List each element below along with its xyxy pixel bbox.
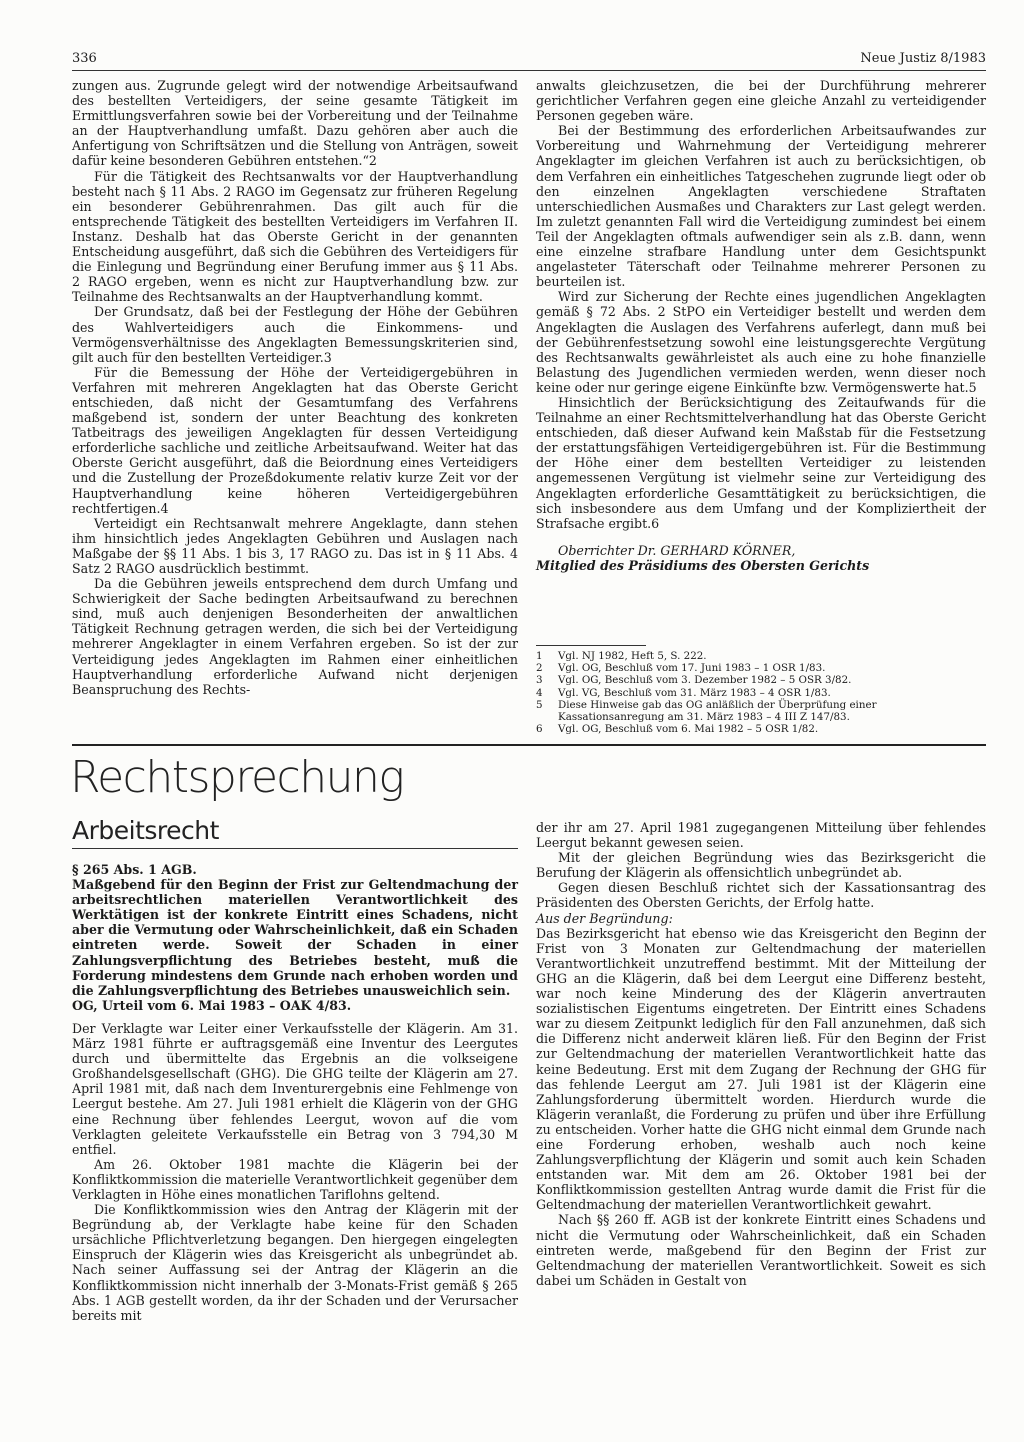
paragraph: Mit der gleichen Begründung wies das Bezirksgericht die Berufung der Klägerin als offensichtlich unbegründet ab. [536, 850, 986, 881]
page-number: 336 [72, 51, 97, 66]
footnotes [536, 650, 986, 735]
footnote: 5 Diese Hinweise gab das OG anläßlich der Überprüfung einer Kassationsanregung am 31. März 1983 – 4 III Z 147/83. [536, 698, 877, 724]
column-3 [72, 862, 518, 1323]
paragraph: Da die Gebühren jeweils entsprechend dem durch Umfang und Schwierigkeit der Sache bedingten Arbeitsaufwand zu berechnen sind, muß auch denjenigen Besonderheiten der anwaltlichen Tätigkeit Rechnung getragen werden, die sich bei der Verteidigung mehrerer Angeklagter in einem Verfahren ergeben. So ist der zur Verteidigung jedes Angeklagten im Rahmen einer einheitlichen Hauptverhandlung erforderliche Aufwand nicht derjenigen Beanspruchung des Rechts- [72, 576, 518, 697]
section-title: Rechtsprechung [70, 752, 404, 803]
paragraph: Der Verklagte war Leiter einer Verkaufsstelle der Klägerin. Am 31. März 1981 führte er auftragsgemäß eine Inventur des Leergutes durch und übermittelte das Ergebnis an die volkseigene Großhandelsgesellschaft (GHG). Die GHG teilte der Klägerin am 27. April 1981 mit, daß nach dem Inventurergebnis eine Fehlmenge von Leergut bestehe. Am 27. Juli 1981 erhielt die Klägerin von der GHG eine Rechnung über fehlendes Leergut, wovon auf die vom Verklagten geleitete Verkaufsstelle ein Betrag von 3 794,30 M entfiel. [72, 1020, 518, 1157]
subsection-rule [72, 848, 518, 849]
paragraph: Bei der Bestimmung des erforderlichen Arbeitsaufwandes zur Vorbereitung und Wahrnehmung der Verteidigung mehrerer Angeklagter im gleichen Verfahren ist auch zu berücksichtigen, ob dem Verfahren ein einheitliches Tatgeschehen zugrunde liegt oder ob den einzelnen Angeklagten verschiedene Straftaten unterschiedlichen Ausmaßes und Charakters zur Last gelegt werden. Im zuletzt genannten Fall wird die Verteidigung zumindest bei einem Teil der Angeklagten oftmals aufwendiger sein als z.B. dann, wenn eine einzelne strafbare Handlung unter dem Gesichtspunkt angelasteter Täterschaft oder Teilnahme mehrerer Personen zu beurteilen ist. [536, 123, 986, 290]
footnote-rule [536, 645, 646, 646]
footnote: 6 Vgl. OG, Beschluß vom 6. Mai 1982 – 5 OSR 1/82. [536, 723, 819, 736]
paragraph: Für die Tätigkeit des Rechtsanwalts vor der Hauptverhandlung besteht nach § 11 Abs. 2 RAGO im Gegensatz zur früheren Regelung ein besonderer Gebührenrahmen. Das gilt auch für die entsprechende Tätigkeit des bestellten Verteidigers im Verfahren II. Instanz. Deshalb hat das Oberste Gericht in der genannten Entscheidung ausgeführt, daß sich die Gebühren des Verteidigers für die Einlegung und Begründung einer Berufung immer aus § 11 Abs. 2 RAGO ergeben, wenn es nicht zur Hauptverhandlung bzw. zur Teilnahme des Rechtsanwalts an der Hauptverhandlung kommt. [72, 168, 518, 305]
author-signature [536, 543, 986, 573]
footnote: 1 Vgl. NJ 1982, Heft 5, S. 222. [536, 650, 707, 662]
paragraph: anwalts gleichzusetzen, die bei der Durchführung mehrerer gerichtlicher Verfahren gegen eine gleiche Anzahl zu verteidigender Personen gegeben wäre. [536, 78, 986, 124]
paragraph: zungen aus. Zugrunde gelegt wird der notwendige Arbeitsaufwand des bestellten Verteidigers, der seine gesamte Tätigkeit im Ermittlungsverfahren sowie bei der Vorbereitung und der Teilnahme an der Hauptverhandlung umfaßt. Dazu gehören aber auch die Anfertigung von Schriftsätzen und die Stellung von Anträgen, soweit dafür keine besonderen Gebühren entstehen.“2 [72, 78, 518, 169]
paragraph: Hinsichtlich der Berücksichtigung des Zeitaufwands für die Teilnahme an einer Rechtsmittelverhandlung hat das Oberste Gericht entschieden, daß dieser Aufwand kein Maßstab für die Festsetzung der erstattungsfähigen Verteidigergebühren ist. Für die Bestimmung der Höhe einer dem bestellten Verteidiger zu leistenden angemessenen Vergütung ist vielmehr seine zur Verteidigung des Angeklagten erforderliche Gesamttätigkeit zu berücksichtigen, die sich insbesondere aus dem Umfang und der Kompliziertheit der Strafsache ergibt.6 [536, 394, 986, 531]
paragraph: Am 26. Oktober 1981 machte die Klägerin bei der Konfliktkommission die materielle Verantwortlichkeit gegenüber dem Verklagten in Höhe eines monatlichen Tariflohns geltend. [72, 1156, 518, 1202]
paragraph: Wird zur Sicherung der Rechte eines jugendlichen Angeklagten gemäß § 72 Abs. 2 StPO ein Verteidiger bestellt und werden dem Angeklagten die Auslagen des Verfahrens auferlegt, dann muß bei der Gebührenfestsetzung sowohl eine leistungsgerechte Vergütung des Rechtsanwalts gewährleistet als auch eine zu hohe finanzielle Belastung des Jugendlichen vermieden werden, wenn dieser noch keine oder nur geringe eigene Einkünfte bzw. Vermögenswerte hat.5 [536, 289, 986, 395]
paragraph: Für die Bemessung der Höhe der Verteidigergebühren in Verfahren mit mehreren Angeklagten hat das Oberste Gericht entschieden, daß nicht der Gesamtumfang des Verfahrens maßgebend ist, sondern der unter Beachtung des konkreten Tatbeitrags des jeweiligen Angeklagten für dessen Verteidigung erforderliche sachliche und zeitliche Arbeitsaufwand. Weiter hat das Oberste Gericht ausgeführt, daß die Beiordnung eines Verteidigers und die Zustellung der Prozeßdokumente relativ kurze Zeit vor der Hauptverhandlung keine höheren Verteidigergebühren rechtfertigen.4 [72, 364, 518, 516]
case-headnote: Maßgebend für den Beginn der Frist zur Geltendmachung der arbeitsrechtlichen materiellen Verantwortlichkeit des Werktätigen ist der konkrete Eintritt eines Schadens, nicht aber die Vermutung oder Wahrscheinlichkeit, daß ein Schaden eintreten werde. Soweit der Schaden in einer Zahlungsverpflichtung des Betriebes besteht, muß die Forderung mindestens dem Grunde nach erhoben worden und die Zahlungsverpflichtung des Betriebes unausweichlich sein. [72, 877, 518, 998]
column-1 [72, 78, 518, 697]
footnote: 4 Vgl. VG, Beschluß vom 31. März 1983 – 4 OSR 1/83. [536, 686, 831, 699]
subsection-title: Arbeitsrecht [72, 816, 219, 845]
author-name: Oberrichter Dr. GERHARD KÖRNER, [558, 542, 796, 558]
footnote: 3 Vgl. OG, Beschluß vom 3. Dezember 1982 – 5 OSR 3/82. [536, 674, 852, 687]
footnote: 2 Vgl. OG, Beschluß vom 17. Juni 1983 – 1 OSR 1/83. [536, 662, 826, 675]
case-norm: § 265 Abs. 1 AGB. [72, 862, 197, 877]
case-citation: OG, Urteil vom 6. Mai 1983 – OAK 4/83. [72, 997, 352, 1013]
paragraph: Der Grundsatz, daß bei der Festlegung der Höhe der Gebühren des Wahlverteidigers auch die Einkommens- und Vermögensverhältnisse des Angeklagten Bemessungskriterien sind, gilt auch für den bestellten Verteidiger.3 [72, 304, 518, 365]
author-position: Mitglied des Präsidiums des Obersten Gerichts [536, 557, 870, 573]
paragraph: Die Konfliktkommission wies den Antrag der Klägerin mit der Begründung ab, der Verklagte habe keine für den Schaden ursächliche Pflichtverletzung begangen. Den hiergegen eingelegten Einspruch der Klägerin wies das Kreisgericht als unbegründet ab. Nach seiner Auffassung sei der Antrag der Klägerin an die Konfliktkommission nicht innerhalb der 3-Monats-Frist gemäß § 265 Abs. 1 AGB gestellt worden, da ihr der Schaden und der Verursacher bereits mit [72, 1202, 518, 1323]
paragraph: Gegen diesen Beschluß richtet sich der Kassationsantrag des Präsidenten des Obersten Gerichts, der Erfolg hatte. [536, 880, 986, 911]
spacer [72, 1013, 518, 1021]
journal-issue: Neue Justiz 8/1983 [860, 51, 986, 66]
column-2 [536, 78, 986, 573]
paragraph: Nach §§ 260 ff. AGB ist der konkrete Eintritt eines Schadens und nicht die Vermutung oder Wahrscheinlichkeit, daß ein Schaden eintreten werde, maßgebend für den Beginn der Frist zur Geltendmachung der materiellen Verantwortlichkeit. Soweit es sich dabei um Schäden in Gestalt von [536, 1212, 986, 1288]
paragraph: Verteidigt ein Rechtsanwalt mehrere Angeklagte, dann stehen ihm hinsichtlich jedes Angeklagten Gebühren und Auslagen nach Maßgabe der §§ 11 Abs. 1 bis 3, 17 RAGO zu. Das ist in § 11 Abs. 4 Satz 2 RAGO ausdrücklich bestimmt. [72, 515, 518, 576]
paragraph: der ihr am 27. April 1981 zugegangenen Mitteilung über fehlendes Leergut bekannt gewesen seien. [536, 820, 986, 851]
page-header [72, 50, 986, 71]
paragraph: Das Bezirksgericht hat ebenso wie das Kreisgericht den Beginn der Frist von 3 Monaten zur Geltendmachung der materiellen Verantwortlichkeit unzutreffend bestimmt. Mit der Mitteilung der GHG an die Klägerin, daß bei dem Leergut eine Differenz besteht, war noch keine Minderung des der Klägerin anvertrauten sozialistischen Eigentums eingetreten. Der Eintritt eines Schadens war zu diesem Zeitpunkt lediglich für den Fall anzunehmen, daß sich die Differenz nicht anderweit klären ließ. Für den Beginn der Frist zur Geltendmachung der materiellen Verantwortlichkeit hatte das keine Bedeutung. Erst mit dem Zugang der Rechnung der GHG für das fehlende Leergut am 27. Juli 1981 ist der Klägerin eine Zahlungsforderung übermittelt worden. Hierdurch wurde die Klägerin veranlaßt, die Forderung zu prüfen und über ihre Erfüllung zu entscheiden. Vorher hatte die GHG nicht einmal dem Grunde nach eine Forderung erhoben, weshalb auch noch keine Zahlungsverpflichtung der Klägerin und somit auch kein Schaden entstanden war. Mit dem am 26. Oktober 1981 bei der Konfliktkommission gestellten Antrag wurde damit die Frist für die Geltendmachung der materiellen Verantwortlichkeit gewahrt. [536, 925, 986, 1213]
column-4 [536, 820, 986, 1288]
section-divider [72, 744, 986, 746]
reasons-heading: Aus der Begründung: [536, 910, 673, 926]
